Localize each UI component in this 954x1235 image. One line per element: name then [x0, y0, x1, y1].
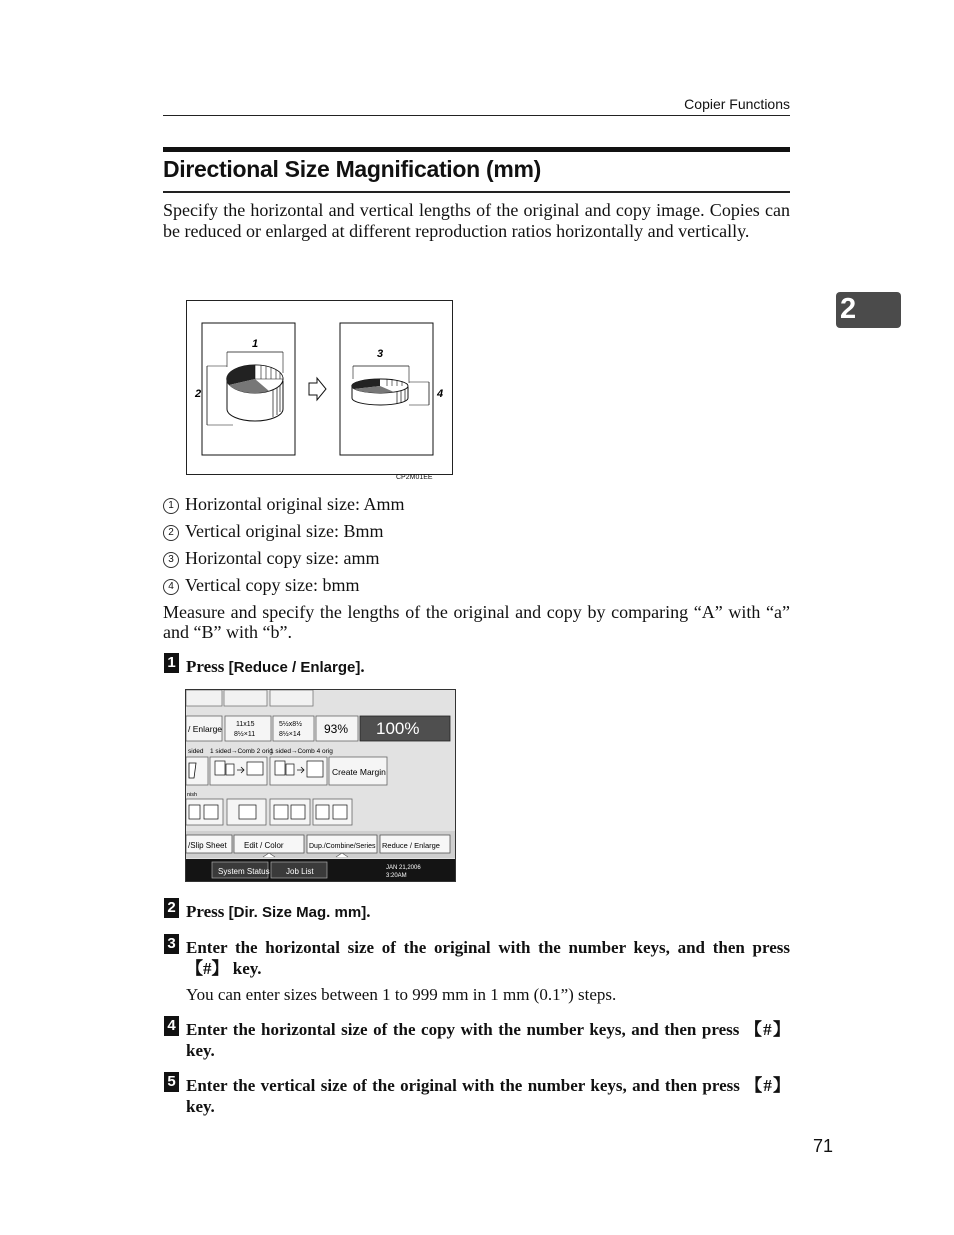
sided-label: sided	[188, 748, 204, 755]
tab-slip-sheet-label: /Slip Sheet	[188, 841, 227, 850]
arrow-icon	[309, 378, 326, 400]
step-number-1: 1	[164, 653, 179, 673]
preset-1-line2: 8½×11	[234, 731, 256, 738]
enlarge-key-label: / Enlarge	[188, 724, 223, 734]
step-number-5: 5	[164, 1072, 179, 1092]
legend-number: 3	[163, 552, 179, 568]
legend-number: 4	[163, 579, 179, 595]
step-3-text: Enter the horizontal size of the original with the number keys, and then press 【#】 key.	[186, 938, 790, 978]
step-1-prefix: Press	[186, 657, 229, 676]
step-number-3: 3	[164, 934, 179, 954]
panel-top-key[interactable]	[224, 690, 267, 706]
preset-2-line1: 5½x8½	[279, 721, 302, 728]
system-status-label: System Status	[218, 867, 270, 876]
ratio-93-label: 93%	[324, 722, 349, 736]
title-bottom-rule	[163, 191, 790, 193]
figure-label-3: 3	[377, 348, 384, 360]
step-1-text	[186, 657, 790, 679]
figure-label-4: 4	[437, 388, 444, 400]
step-1-key: [Reduce / Enlarge]	[228, 659, 361, 676]
figure-label-1: 1	[252, 338, 259, 350]
comb-label-2: 1 sided→Comb 4 orig	[270, 748, 333, 755]
panel-graphic	[186, 690, 455, 881]
step-2-key: [Dir. Size Mag. mm]	[228, 904, 367, 921]
intro-paragraph: Specify the horizontal and vertical lengths of the original and copy image. Copies can be reduced or enlarged at different reproduction ratios horizontally and vertically.	[163, 200, 790, 241]
section-title: Directional Size Magnification (mm)	[163, 156, 541, 182]
step-3-note: You can enter sizes between 1 to 999 mm in 1 mm (0.1”) steps.	[186, 985, 617, 1004]
job-list-label: Job List	[286, 867, 314, 876]
legend-number: 1	[163, 498, 179, 514]
step-4-text: Enter the horizontal size of the copy with the number keys, and then press 【#】 key.	[186, 1020, 790, 1060]
title-top-rule	[163, 147, 790, 152]
create-margin-label: Create Margin	[332, 767, 386, 777]
figure-label-2: 2	[195, 388, 202, 400]
tab-edit-color-label: Edit / Color	[244, 841, 284, 850]
panel-top-key[interactable]	[186, 690, 222, 706]
chapter-number: 2	[840, 293, 857, 325]
measure-paragraph: Measure and specify the lengths of the original and copy by comparing “A” with “a” and “B” with “b”.	[163, 602, 790, 642]
step-5-text: Enter the vertical size of the original with the number keys, and then press 【#】 key.	[186, 1076, 790, 1116]
preset-2-line2: 8½×14	[279, 731, 301, 738]
header-rule	[163, 115, 790, 116]
step-1-suffix: .	[360, 657, 365, 676]
magnification-illustration	[186, 300, 453, 475]
panel-time: 3:20AM	[386, 873, 407, 879]
ratio-100-label: 100%	[376, 719, 420, 738]
figure-caption: CP2M01EE	[396, 474, 433, 481]
running-header: Copier Functions	[684, 96, 790, 112]
legend-text: Vertical original size: Bmm	[185, 521, 384, 541]
preset-1-line1: 11x15	[236, 721, 255, 728]
magnification-diagram	[187, 301, 452, 474]
finishing-label: nish	[187, 792, 198, 798]
page-number: 71	[812, 1136, 833, 1156]
step-2-prefix: Press	[186, 902, 229, 921]
chapter-tab	[836, 292, 901, 328]
tab-reduce-enlarge-label: Reduce / Enlarge	[382, 841, 440, 850]
comb-label-1: 1 sided→Comb 2 orig	[210, 748, 273, 755]
legend-text: Horizontal original size: Amm	[185, 494, 405, 514]
step-2-suffix: .	[366, 902, 371, 921]
step-number-4: 4	[164, 1016, 179, 1036]
panel-date: JAN 21,2006	[386, 865, 421, 871]
legend-text: Horizontal copy size: amm	[185, 548, 380, 568]
tab-dup-combine-series-label: Dup./Combine/Series	[309, 843, 376, 850]
legend-number: 2	[163, 525, 179, 541]
step-number-2: 2	[164, 898, 179, 918]
panel-top-key[interactable]	[270, 690, 313, 706]
control-panel-screen	[185, 689, 456, 882]
legend-text: Vertical copy size: bmm	[185, 575, 360, 595]
step-2-text	[186, 902, 790, 924]
